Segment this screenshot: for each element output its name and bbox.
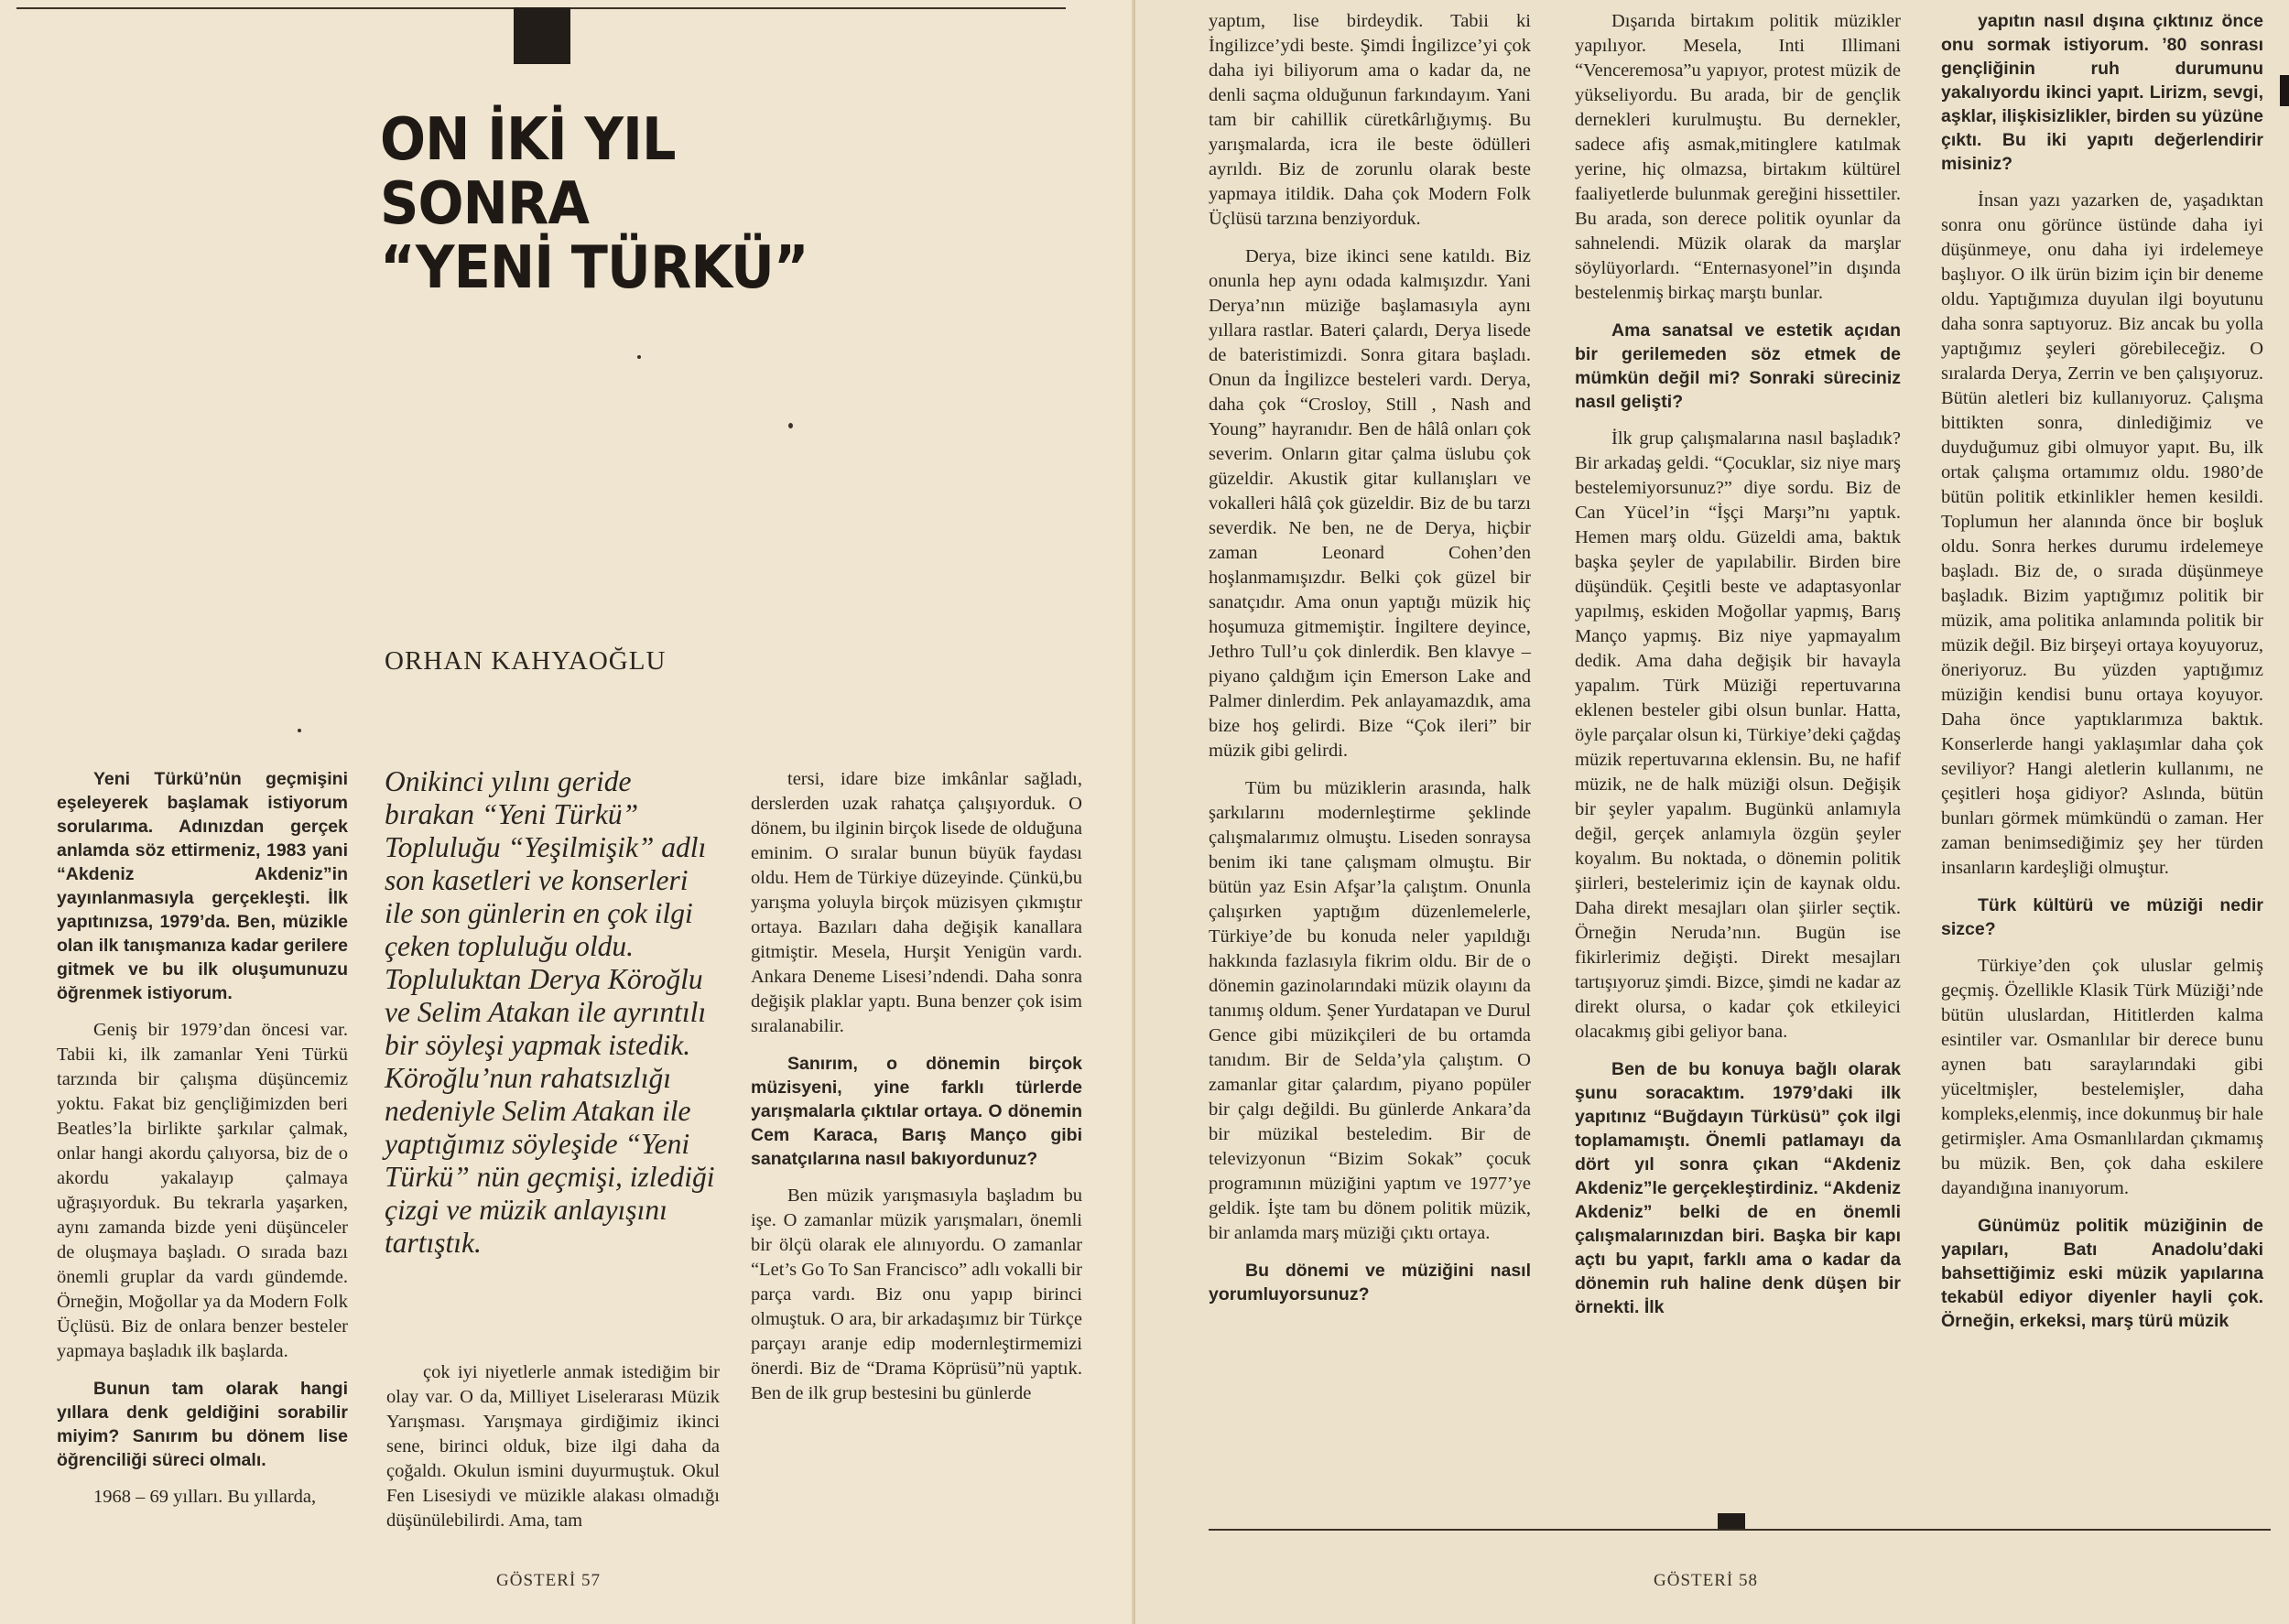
magazine-page-58 — [1135, 0, 2289, 1624]
print-speck — [298, 729, 301, 732]
black-decorative-block — [1718, 1513, 1745, 1530]
interview-answer: yaptım, lise birdeydik. Tabii ki İngilizce’ydi beste. Şimdi İngilizce’yi çok daha iyi biliyorum ama o kadar da, ne denli saçma olduğunun farkındayım. Yani tam bir cahillik cüretkârlığıymış. Bu yarışmalarda, icra ile beste ödülleri ayrıldı. Biz de zorunlu olarak beste yapmaya itildik. Daha çok Modern Folk Üçlüsü tarzına benziyorduk. — [1209, 11, 1531, 229]
interview-answer: Geniş bir 1979’dan öncesi var. Tabii ki, ilk zamanlar Yeni Türkü tarzında bir çalışma düşüncemiz yoktu. Fakat biz gençliğimizden beri Beatles’la birlikte şarkılar çalmak, onlar hangi akordu çalıyorsa, biz de o akordu yakalayıp çalmaya uğraşıyorduk. Bu tekrarla yaşarken, aynı zamanda bizde yeni düşünceler de oluşmaya başladı. O sırada bazı önemli gruplar da vardı gündemde. Örneğin, Moğollar ya da Modern Folk Üçlüsü. Biz de onlara benzer besteler yapmaya başladık ilk başlarda. — [57, 1020, 348, 1361]
black-decorative-block — [514, 7, 570, 64]
print-speck — [788, 423, 793, 428]
interview-answer: Dışarıda birtakım politik müzikler yapılıyor. Mesela, Inti Illimani “Venceremosa”u yapıyor, protest müzik de yükseliyordu. Bu arada, bir de gençlik dernekleri kurulmuştu. Bu dernekler, sadece afiş asmak,mitinglere katılmak yerine, hiç olmazsa, birtakım kültürel faaliyetlerde bulunmak gereğini hissettiler. Bu arada, son derece politik oyunlar da sahnelendi. Müzik olarak da marşlar söylüyorlardı. “Enternasyonel”in dışında bestelenmiş birkaç marştı bunlar. — [1575, 11, 1901, 303]
interview-answer: Türkiye’den çok uluslar gelmiş geçmiş. Özellikle Klasik Türk Müziği’nde bütün uluslardan, Hititlerden kalma esintiler var. Osmanlılar bir derece bunu aynen batı saraylarındaki gibi yüceltmişler, bestelemişler, daha kompleks,elenmiş, ince dokunmuş bir hale getirmişler. Ama Osmanlılardan çıkmamış bu müzik. Ben, çok daha eskilere dayandığına inanıyorum. — [1941, 956, 2263, 1198]
interview-question: Ama sanatsal ve estetik açıdan bir gerilemeden söz etmek de mümkün değil mi? Sonraki süreciniz nasıl gelişti? — [1575, 320, 1901, 412]
bottom-rule — [1209, 1529, 2271, 1531]
lead-text: Onikinci yılını geride bırakan “Yeni Türkü” Topluluğu “Yeşilmişik” adlı son kasetleri ve konserleri ile son günlerin en çok ilgi çeken topluluğu oldu. Topluluktan Derya Köroğlu ve Selim Atakan ile ayrıntılı bir söyleşi yapmak istedik. Köroğlu’nun rahatsızlığı nedeniyle Selim Atakan ile yaptığımız söyleşide “Yeni Türkü” nün geçmişi, izlediği çizgi ve müzik anlayışını tartıştık. — [385, 765, 715, 1259]
interview-answer: İlk grup çalışmalarına nasıl başladık? Bir arkadaş geldi. “Çocuklar, siz niye marş bestelemiyorsunuz?” diye sordu. Biz de Can Yücel’in “İşçi Marşı”nı yaptık. Hemen marş oldu. Güzeldi ama, baktık başka şeyler de yapılabilir. Birden bire düşündük. Çeşitli beste ve adaptasyonlar yapılmış, eskiden Moğollar yapmış, Barış Manço yapmış. Biz niye yapmayalım dedik. Ama daha değişik bir havayla yapalım. Türk Müziği repertuvarına eklenen besteler gibi olsun bunlar. Hatta, öyle parçalar olsun ki, Türkiye’deki çağdaş müzik repertuvarına eklensin. Bu, ne hafif müzik, ne de halk müziği olsun. Değişik bir şeyler yapalım. Bugünkü anlamıyla değil, gerçek anlamıyla özgün şeyler koyalım. Bu noktada, o dönemin politik şiirleri, bestelerimiz için de kaynak oldu. Daha direkt mesajları olan şiirler seçtik. Örneğin Neruda’nın. Bugün ise fikirlerimiz değişti. Direkt mesajları tartışıyoruz şimdi. Bizce, şimdi ne kadar az direkt olursa, o kadar çok etkileyici olacakmış gibi geliyor bana. — [1575, 428, 1901, 1042]
text-column-3 — [751, 767, 1082, 1419]
interview-question: Bunun tam olarak hangi yıllara denk geldiğini sorabilir miyim? Sanırım bu dönem lise öğrenciliği süreci olmalı. — [57, 1379, 348, 1470]
interview-answer: 1968 – 69 yılları. Bu yıllarda, — [93, 1487, 317, 1507]
interview-question: Bu dönemi ve müziğini nasıl yorumluyorsunuz? — [1209, 1261, 1531, 1305]
interview-question: Günümüz politik müziğinin de yapıları, Batı Anadolu’daki bahsettiğimiz eski müzik yapılarına tekabül ediyor diyenler hayli çok. Örneğin, erkeksi, marş türü müzik — [1941, 1216, 2263, 1331]
text-column-2 — [386, 1360, 720, 1546]
interview-question: yapıtın nasıl dışına çıktınız önce onu sormak istiyorum. ’80 sonrası gençliğinin ruh durumunu yakalıyordu ikinci yapıt. Lirizm, sevgi, aşklar, ilişkisizlikler, birden su yüzüne çıktı. Bu iki yapıtı değerlendirir misiniz? — [1941, 11, 2263, 174]
headline-line: ON İKİ YIL — [380, 106, 676, 174]
page-folio: GÖSTERİ 58 — [1654, 1571, 1758, 1590]
interview-answer: Ben müzik yarışmasıyla başladım bu işe. O zamanlar müzik yarışmaları, önemli bir ölçü olarak ele alınıyordu. O zamanlar “Let’s Go To San Francisco” adlı vokalli bir parça vardı. Biz onu yapıp birinci olmuştuk. O ara, bir arkadaşımız bir Türkçe parçayı aranje edip modernleştirmemizi önerdi. Biz de “Drama Köprüsü”nü yaptık. Ben de ilk grup bestesini bu günlerde — [751, 1186, 1082, 1403]
text-column-2 — [1575, 9, 1901, 1332]
interview-question: Ben de bu konuya bağlı olarak şunu soracaktım. 1979’daki ilk yapıtınız “Buğdayın Türküsü” çok ilgi toplamamıştı. Önemli patlamayı da dört yıl sonra çıkan “Akdeniz Akdeniz”le gerçekleştirdiniz. “Akdeniz Akdeniz” belki de en önemli çalışmalarınızdan biri. Başka bir kapı açtı bu yapıt, farklı ama o kadar da dönemin ruh haline denk düşen bir örnekti. İlk — [1575, 1059, 1901, 1317]
interview-answer: tersi, idare bize imkânlar sağladı, derslerden uzak rahatça çalışıyorduk. O dönem, bu ilginin birçok lisede de olduğuna eminim. O sıralar bunun büyük faydası oldu. Hem de Türkiye düzeyinde. Çünkü,bu yarışma yoluyla birçok müzisyen çıkmıştır ortaya. Bazıları daha değişik kanallara gitmiştir. Mesela, Hurşit Yenigün vardı. Ankara Deneme Lisesi’ndendi. Daha sonra değişik plaklar yaptı. Buna benzer çok isim sıralanabilir. — [751, 769, 1082, 1036]
page-folio: GÖSTERİ 57 — [496, 1571, 601, 1590]
magazine-page-57 — [0, 0, 1135, 1624]
headline-line: “YENİ TÜRKÜ” — [380, 234, 808, 302]
article-headline — [380, 108, 818, 300]
interview-question: Türk kültürü ve müziği nedir sizce? — [1941, 895, 2263, 939]
interview-question: Yeni Türkü’nün geçmişini eşeleyerek başlamak istiyorum sorularıma. Adınızdan gerçek anlamda söz ettirmeniz, 1983 yani “Akdeniz Akdeniz”in yayınlanmasıyla gerçekleşti. İlk yapıtınızsa, 1979’da. Ben, müzikle olan ilk tanışmanıza kadar gerilere gitmek ve bu ilk oluşumunuzu öğrenmek istiyorum. — [57, 769, 348, 1003]
interview-answer: çok iyi niyetlerle anmak istediğim bir olay var. O da, Milliyet Liselerarası Müzik Yarışması. Yarışmaya girdiğimiz ikinci sene, birinci olduk, bize ilgi daha da çoğaldı. Okulun ismini duyurmuştuk. Okul Fen Lisesiydi ve müzikle alakası olmadığı düşünülebilirdi. Ama, tam — [386, 1362, 720, 1531]
interview-answer: Derya, bize ikinci sene katıldı. Biz onunla hep aynı odada kalmışızdır. Yani Derya’nın müziğe başlamasıyla aynı yıllara rastlar. Bateri çalardı, Derya lisede de bateristimizdi. Sonra gitara başladı. Onun da İngilizce besteleri vardı. Derya, daha çok “Crosloy, Still , Nash and Young” hayranıdır. Ben de hâlâ onları çok severim. Onların gitar çalma üslubu çok güzeldir. Akustik gitar kullanışları ve vokalleri hâlâ çok güzeldir. Biz de bu tarzı severdik. Ne ben, ne de Derya, hiçbir zaman Leonard Cohen’den hoşlanmamışızdır. Belki çok güzel bir sanatçıdır. Ama onun yaptığı müzik hiç hoşumuza gitmemiştir. İngiltere deyince, Jethro Tull’u çok dinlerdik. Ben klavye – piyano çaldığım için Emerson Lake and Palmer dinlerdim. Pek anlayamazdık, ama bize hoş gelirdi. Bize “Çok ileri” bir müzik gibi gelirdi. — [1209, 246, 1531, 761]
print-speck — [637, 355, 641, 359]
edge-mark — [2280, 75, 2289, 106]
author-byline: ORHAN KAHYAOĞLU — [385, 646, 667, 676]
text-column-1 — [1209, 9, 1531, 1319]
headline-line: SONRA — [380, 170, 590, 238]
interview-question: Sanırım, o dönemin birçok müzisyeni, yine farklı türlerde yarışmalarla çıktılar ortaya. O dönemin Cem Karaca, Barış Manço gibi sanatçılarına nasıl bakıyordunuz? — [751, 1054, 1082, 1169]
text-column-3 — [1941, 9, 2263, 1346]
article-lead — [385, 765, 721, 1260]
interview-answer: İnsan yazı yazarken de, yaşadıktan sonra onu görünce üstünde daha iyi düşünmeye, onu daha iyi irdelemeye başlıyor. O ilk ürün bizim için bir deneme oldu. Yaptığımıza duyulan ilgi boyutunu daha sonra saptıyoruz. Biz ancak bu yolla yaptığımız şeyleri görebileceğiz. O sıralarda Derya, Zerrin ve ben çalışıyoruz. Bütün aletleri biz kullanıyoruz. Çalışma bittikten sonra, dinlediğimiz ve duyduğumuz gibi olmuyor yapıt. Bu, ilk ortak çalışma ortamımız oldu. 1980’de bütün politik etkinlikler hemen kesildi. Toplumun her alanında önce bir boşluk oldu. Sonra herkes durumu irdelemeye başladı. Biz de, o sırada düşünmeye başladık. Bizim yaptığımız politik bir müzik, ama politika anlamında politik bir müzik değil. Biz birşeyi ortaya koyuyoruz, öneriyoruz. Bu yüzden yaptığımız müziğin kendisi bunu ortaya koyuyor. Daha önce yaptıklarımıza baktık. Konserlerde hangi yaklaşımlar daha çok seviliyor? Hangi aletlerin kullanımı, ne çeşitleri hoşa gidiyor? Aslında, bütün bunları görmek mümkündü o zaman. Her zaman benimsediğimiz şey her türden insanların kardeşliği olmuştur. — [1941, 190, 2263, 878]
text-column-1 — [57, 767, 348, 1522]
interview-answer: Tüm bu müziklerin arasında, halk şarkılarını modernleştirme şeklinde çalışmalarımız olmuştu. Liseden sonraysa benim iki tane çalışmam olmuştu. Bir bütün yaz Esin Afşar’la çalıştım. Onunla çalışırken yaptığım düzenlemelerle, Türkiye’de bu konuda neler yapıldığı hakkında fazlasıyla fikrim oldu. Bir de o dönemin gazinolarındaki müzik olayını da tanımış oldum. Şener Yurdatapan ve Durul Gence gibi müzikçileri de bu ortamda tanıdım. Bir de Selda’yla çalıştım. O zamanlar gitar çalardım, piyano popüler bir çalgı değildi. Bu günlerde Ankara’da bir müzikal besteledim. Bir de televizyonun “Bizim Sokak” çocuk programının müziğini yaptım ve 1977’ye geldik. İşte tam bu dönem politik müzik, bir anlamda marş müziği çıktı ortaya. — [1209, 778, 1531, 1243]
